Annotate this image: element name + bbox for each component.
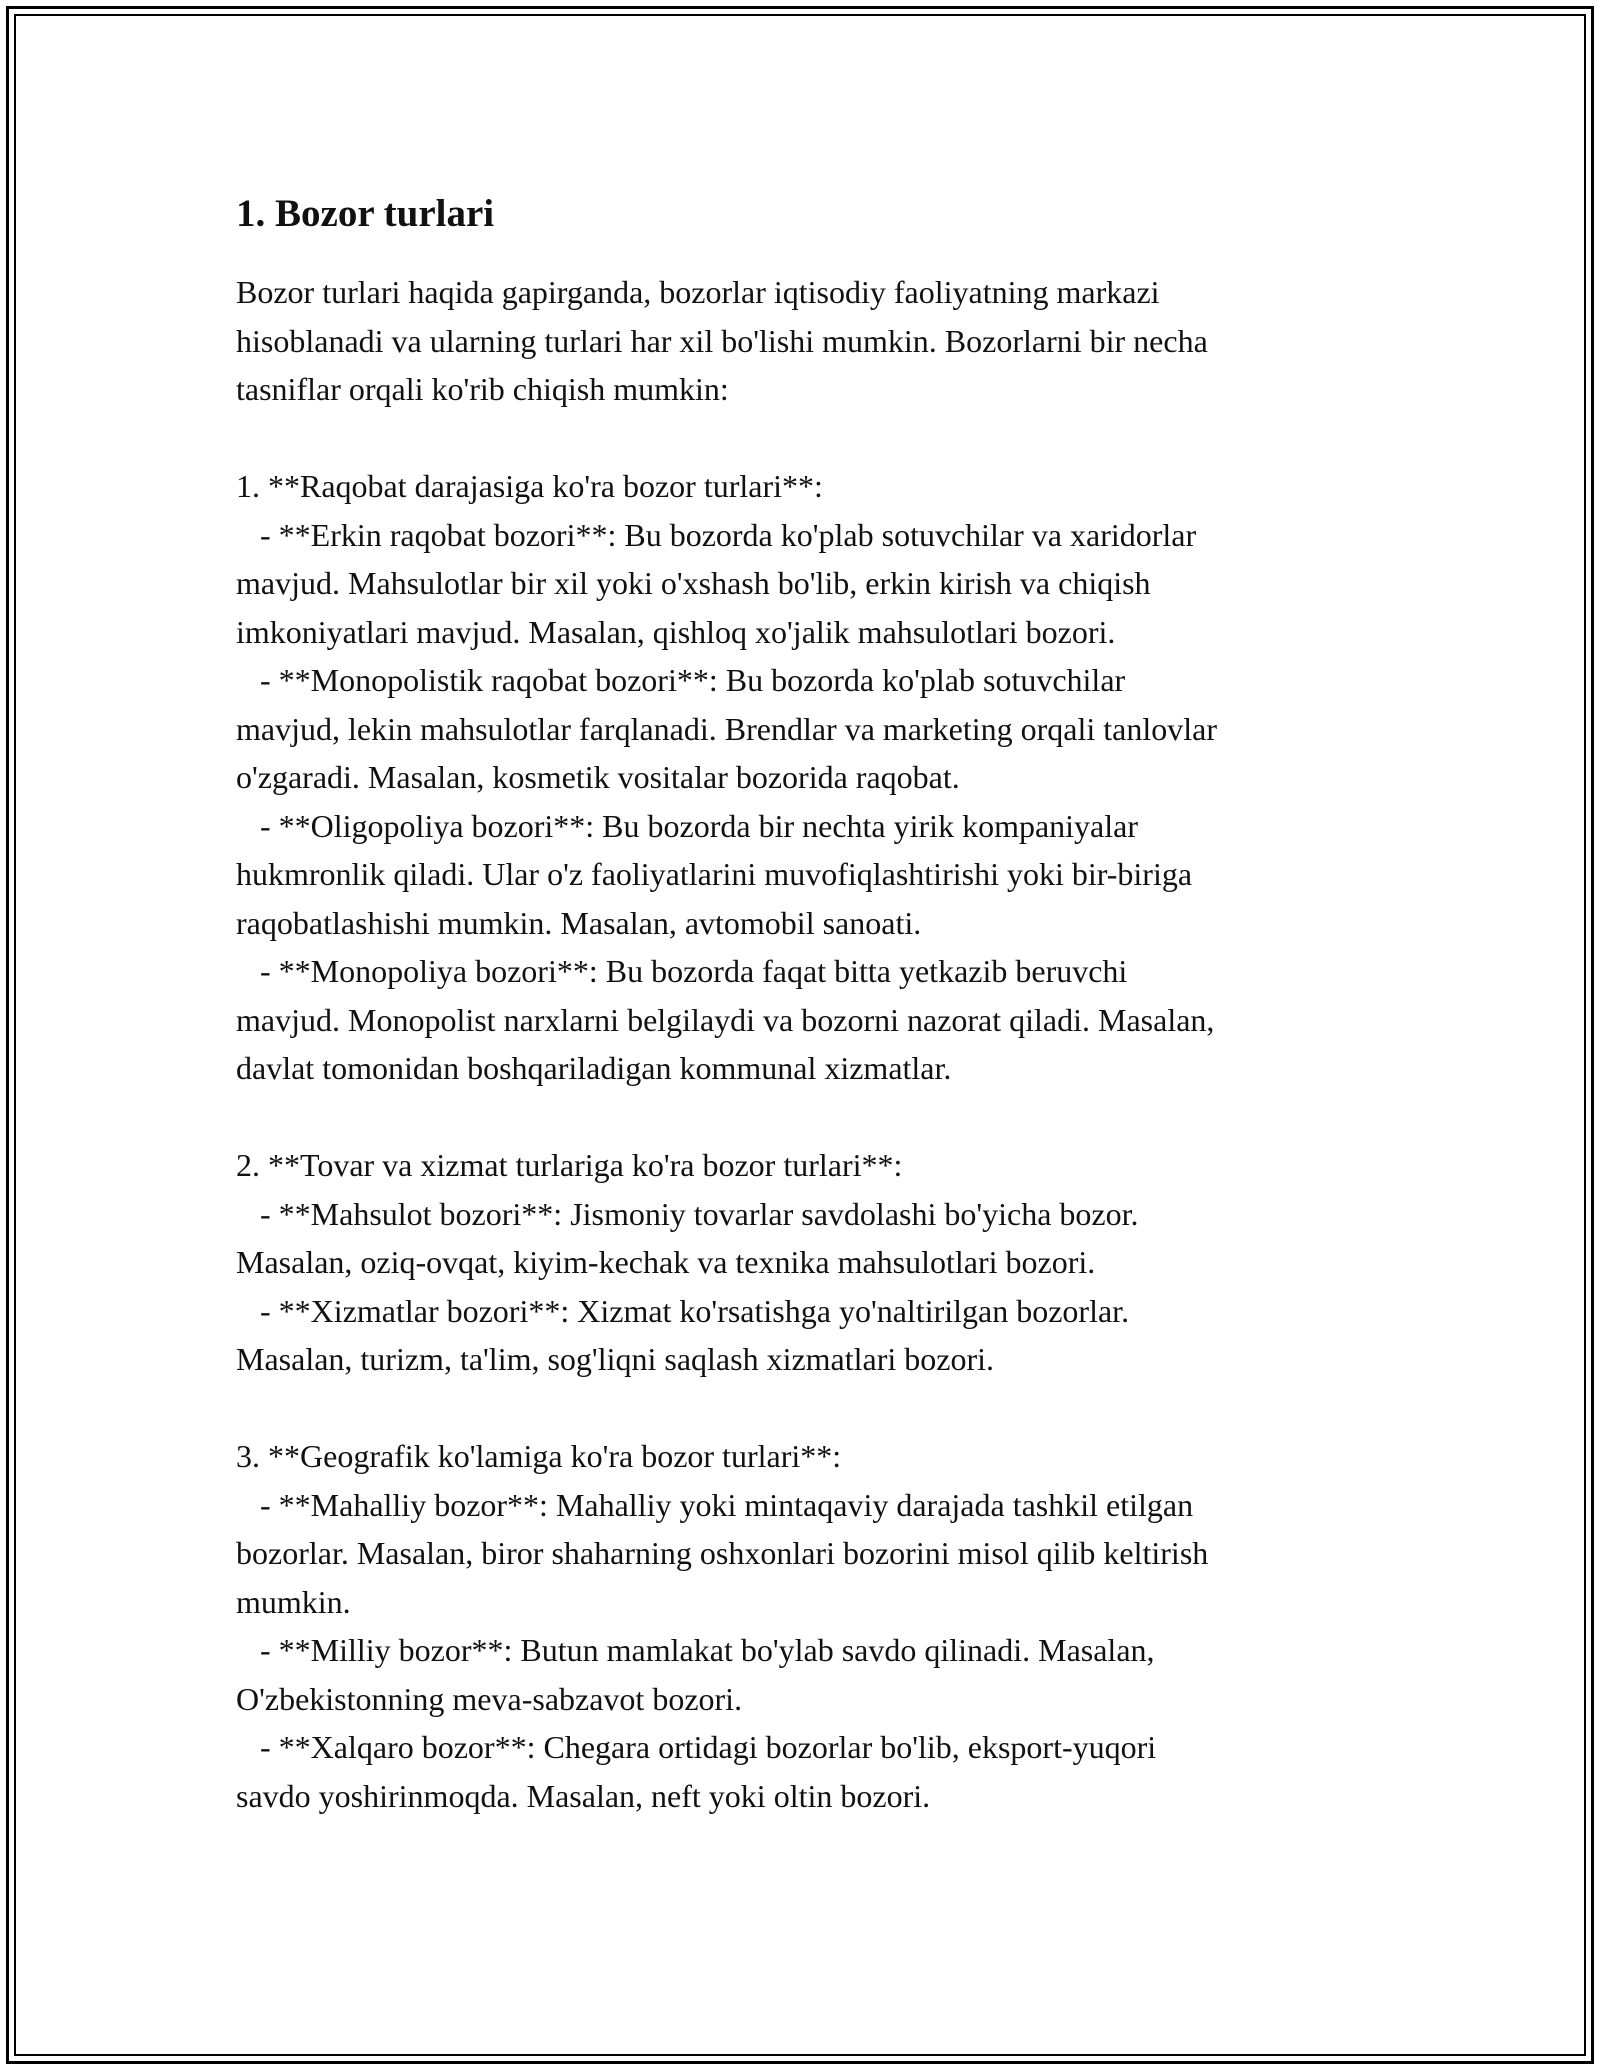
document-heading: 1. Bozor turlari [236,192,495,235]
document-body: Bozor turlari haqida gapirganda, bozorlar iqtisodiy faoliyatning markazi hisoblanadi va ularning turlari har xil bo'lishi mumkin. Bozorlarni bir necha tasniflar orqali ko'rib chiqish mumkin: 1. **Raqobat darajasiga ko'ra bozor turlari**: - **Erkin raqobat bozori**: Bu bozorda ko'plab sotuvchilar va xaridorlar mavjud. Mahsulotlar bir xil yoki o'xshash bo'lib, erkin kirish va chiqish imkoniyatlari mavjud. Masalan, qishloq xo'jalik mahsulotlari bozori. - **Monopolistik raqobat bozori**: Bu bozorda ko'plab sotuvchilar mavjud, lekin mahsulotlar farqlanadi. Brendlar va marketing orqali tanlovlar o'zgaradi. Masalan, kosmetik vositalar bozorida raqobat. - **Oligopoliya bozori**: Bu bozorda bir nechta yirik kompaniyalar hukmronlik qiladi. Ular o'z faoliyatlarini muvofiqlashtirishi yoki bir-biriga raqobatlashishi mumkin. Masalan, avtomobil sanoati. - **Monopoliya bozori**: Bu bozorda faqat bitta yetkazib beruvchi mavjud. Monopolist narxlarni belgilaydi va bozorni nazorat qiladi. Masalan, davlat tomonidan boshqariladigan kommunal xizmatlar. 2. **Tovar va xizmat turlariga ko'ra bozor turlari**: - **Mahsulot bozori**: Jismoniy tovarlar savdolashi bo'yicha bozor. Masalan, oziq-ovqat, kiyim-kechak va texnika mahsulotlari bozori. - **Xizmatlar bozori**: Xizmat ko'rsatishga yo'naltirilgan bozorlar. Masalan, turizm, ta'lim, sog'liqni saqlash xizmatlari bozori. 3. **Geografik ko'lamiga ko'ra bozor turlari**: - **Mahalliy bozor**: Mahalliy yoki mintaqaviy darajada tashkil etilgan bozorlar. Masalan, biror shaharning oshxonlari bozorini misol qilib keltirish mumkin. - **Milliy bozor**: Butun mamlakat bo'ylab savdo qilinadi. Masalan, O'zbekistonning meva-sabzavot bozori. - **Xalqaro bozor**: Chegara ortidagi bozorlar bo'lib, eksport-yuqori savdo yoshirinmoqda. Masalan, neft yoki oltin bozori. [236,274,1218,1814]
document-content [236,186,1376,1820]
